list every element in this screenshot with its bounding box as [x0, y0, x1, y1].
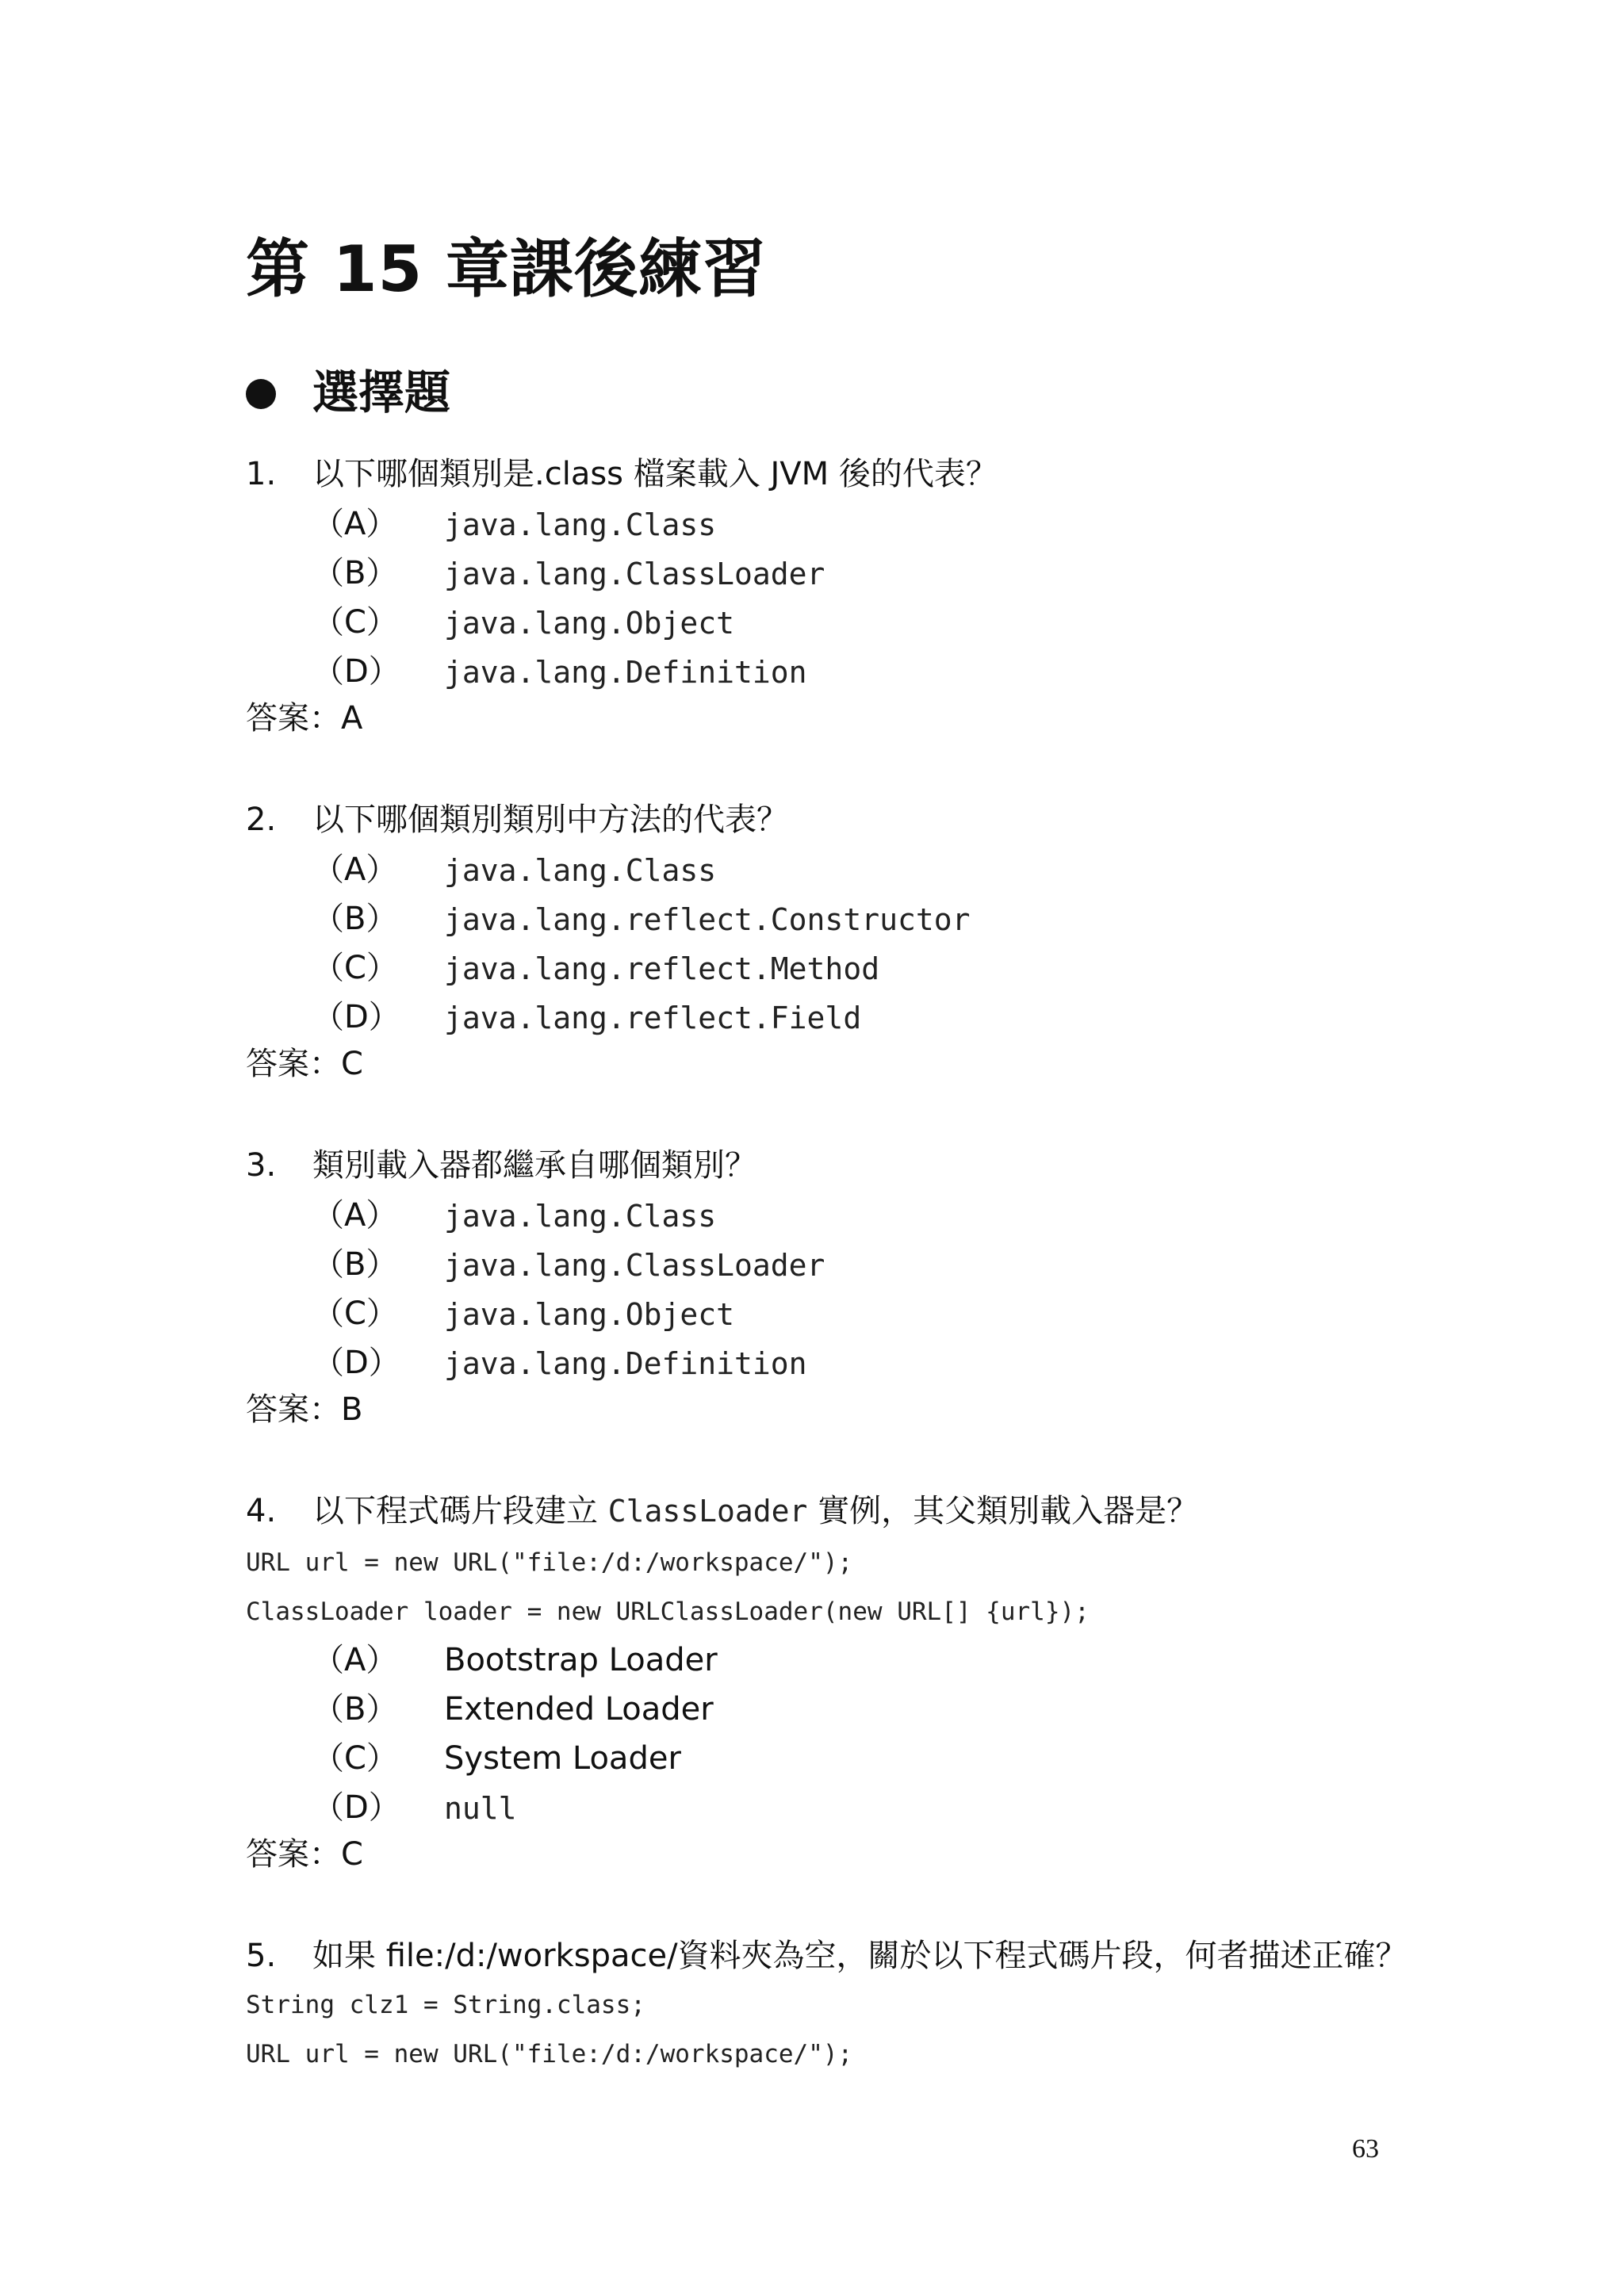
question-text-part: 實例，其父類別載入器是？	[818, 1493, 1199, 1529]
option-text: java.lang.reflect.Constructor	[444, 902, 971, 937]
option-text: java.lang.Class	[444, 1199, 717, 1234]
option-label: （D）	[312, 999, 400, 1035]
option-label: （B）	[312, 1246, 398, 1283]
question-text: 如果 file:/d:/workspace/資料夾為空，關於以下程式碼片段，何者描述正確？	[312, 1938, 1408, 1974]
option-label: （C）	[312, 950, 398, 986]
option-label: （D）	[312, 1789, 400, 1826]
code-line: ClassLoader loader = new URLClassLoader(new URL[] {url});	[246, 1598, 1090, 1626]
option-label: （A）	[312, 1642, 398, 1678]
option-text: Bootstrap Loader	[444, 1642, 718, 1678]
question-number: 2.	[246, 802, 277, 838]
question-text: 類別載入器都繼承自哪個類別？	[312, 1147, 756, 1184]
option-text: java.lang.Class	[444, 507, 717, 542]
option-text: java.lang.Class	[444, 853, 717, 888]
question-number: 1.	[246, 456, 277, 492]
option-text: java.lang.Object	[444, 1297, 735, 1332]
option-text: System Loader	[444, 1740, 681, 1777]
option-label: （C）	[312, 604, 398, 641]
option-label: （B）	[312, 1691, 398, 1728]
chapter-title: 第 15 章課後練習	[246, 232, 768, 306]
question-text: 以下哪個類別是.class 檔案載入 JVM 後的代表？	[312, 456, 998, 492]
option-label: （A）	[312, 851, 398, 888]
answer-text: 答案：B	[246, 1391, 363, 1428]
option-text: java.lang.ClassLoader	[444, 557, 825, 591]
option-text: java.lang.Object	[444, 606, 735, 641]
question-text: 以下哪個類別類別中方法的代表？	[312, 802, 788, 838]
option-label: （A）	[312, 1197, 398, 1234]
answer-text: 答案：C	[246, 1046, 363, 1082]
answer-text: 答案：C	[246, 1836, 363, 1873]
option-label: （A）	[312, 506, 398, 542]
option-text: null	[444, 1791, 517, 1826]
option-text: Extended Loader	[444, 1691, 714, 1728]
question-number: 4.	[246, 1493, 277, 1529]
bullet-icon	[246, 379, 276, 409]
question-number: 5.	[246, 1938, 277, 1974]
option-label: （D）	[312, 1345, 400, 1381]
page-number: 63	[1352, 2134, 1379, 2164]
inline-code: ClassLoader	[607, 1494, 808, 1529]
option-text: java.lang.reflect.Field	[444, 1001, 862, 1035]
option-label: （C）	[312, 1740, 398, 1777]
option-text: java.lang.Definition	[444, 655, 807, 690]
code-line: String clz1 = String.class;	[246, 1991, 645, 2019]
option-label: （B）	[312, 901, 398, 937]
option-text: java.lang.Definition	[444, 1346, 807, 1381]
code-line: URL url = new URL("file:/d:/workspace/");	[246, 1548, 853, 1577]
answer-text: 答案：A	[246, 700, 363, 737]
option-text: java.lang.ClassLoader	[444, 1248, 825, 1283]
code-line: URL url = new URL("file:/d:/workspace/");	[246, 2040, 853, 2068]
option-label: （D）	[312, 653, 400, 690]
question-text-part: 以下程式碼片段建立	[312, 1493, 598, 1529]
option-text: java.lang.reflect.Method	[444, 951, 880, 986]
option-label: （B）	[312, 555, 398, 591]
option-label: （C）	[312, 1295, 398, 1332]
question-text	[312, 1495, 1198, 1527]
section-heading: 選擇題	[312, 365, 451, 419]
question-number: 3.	[246, 1147, 277, 1184]
